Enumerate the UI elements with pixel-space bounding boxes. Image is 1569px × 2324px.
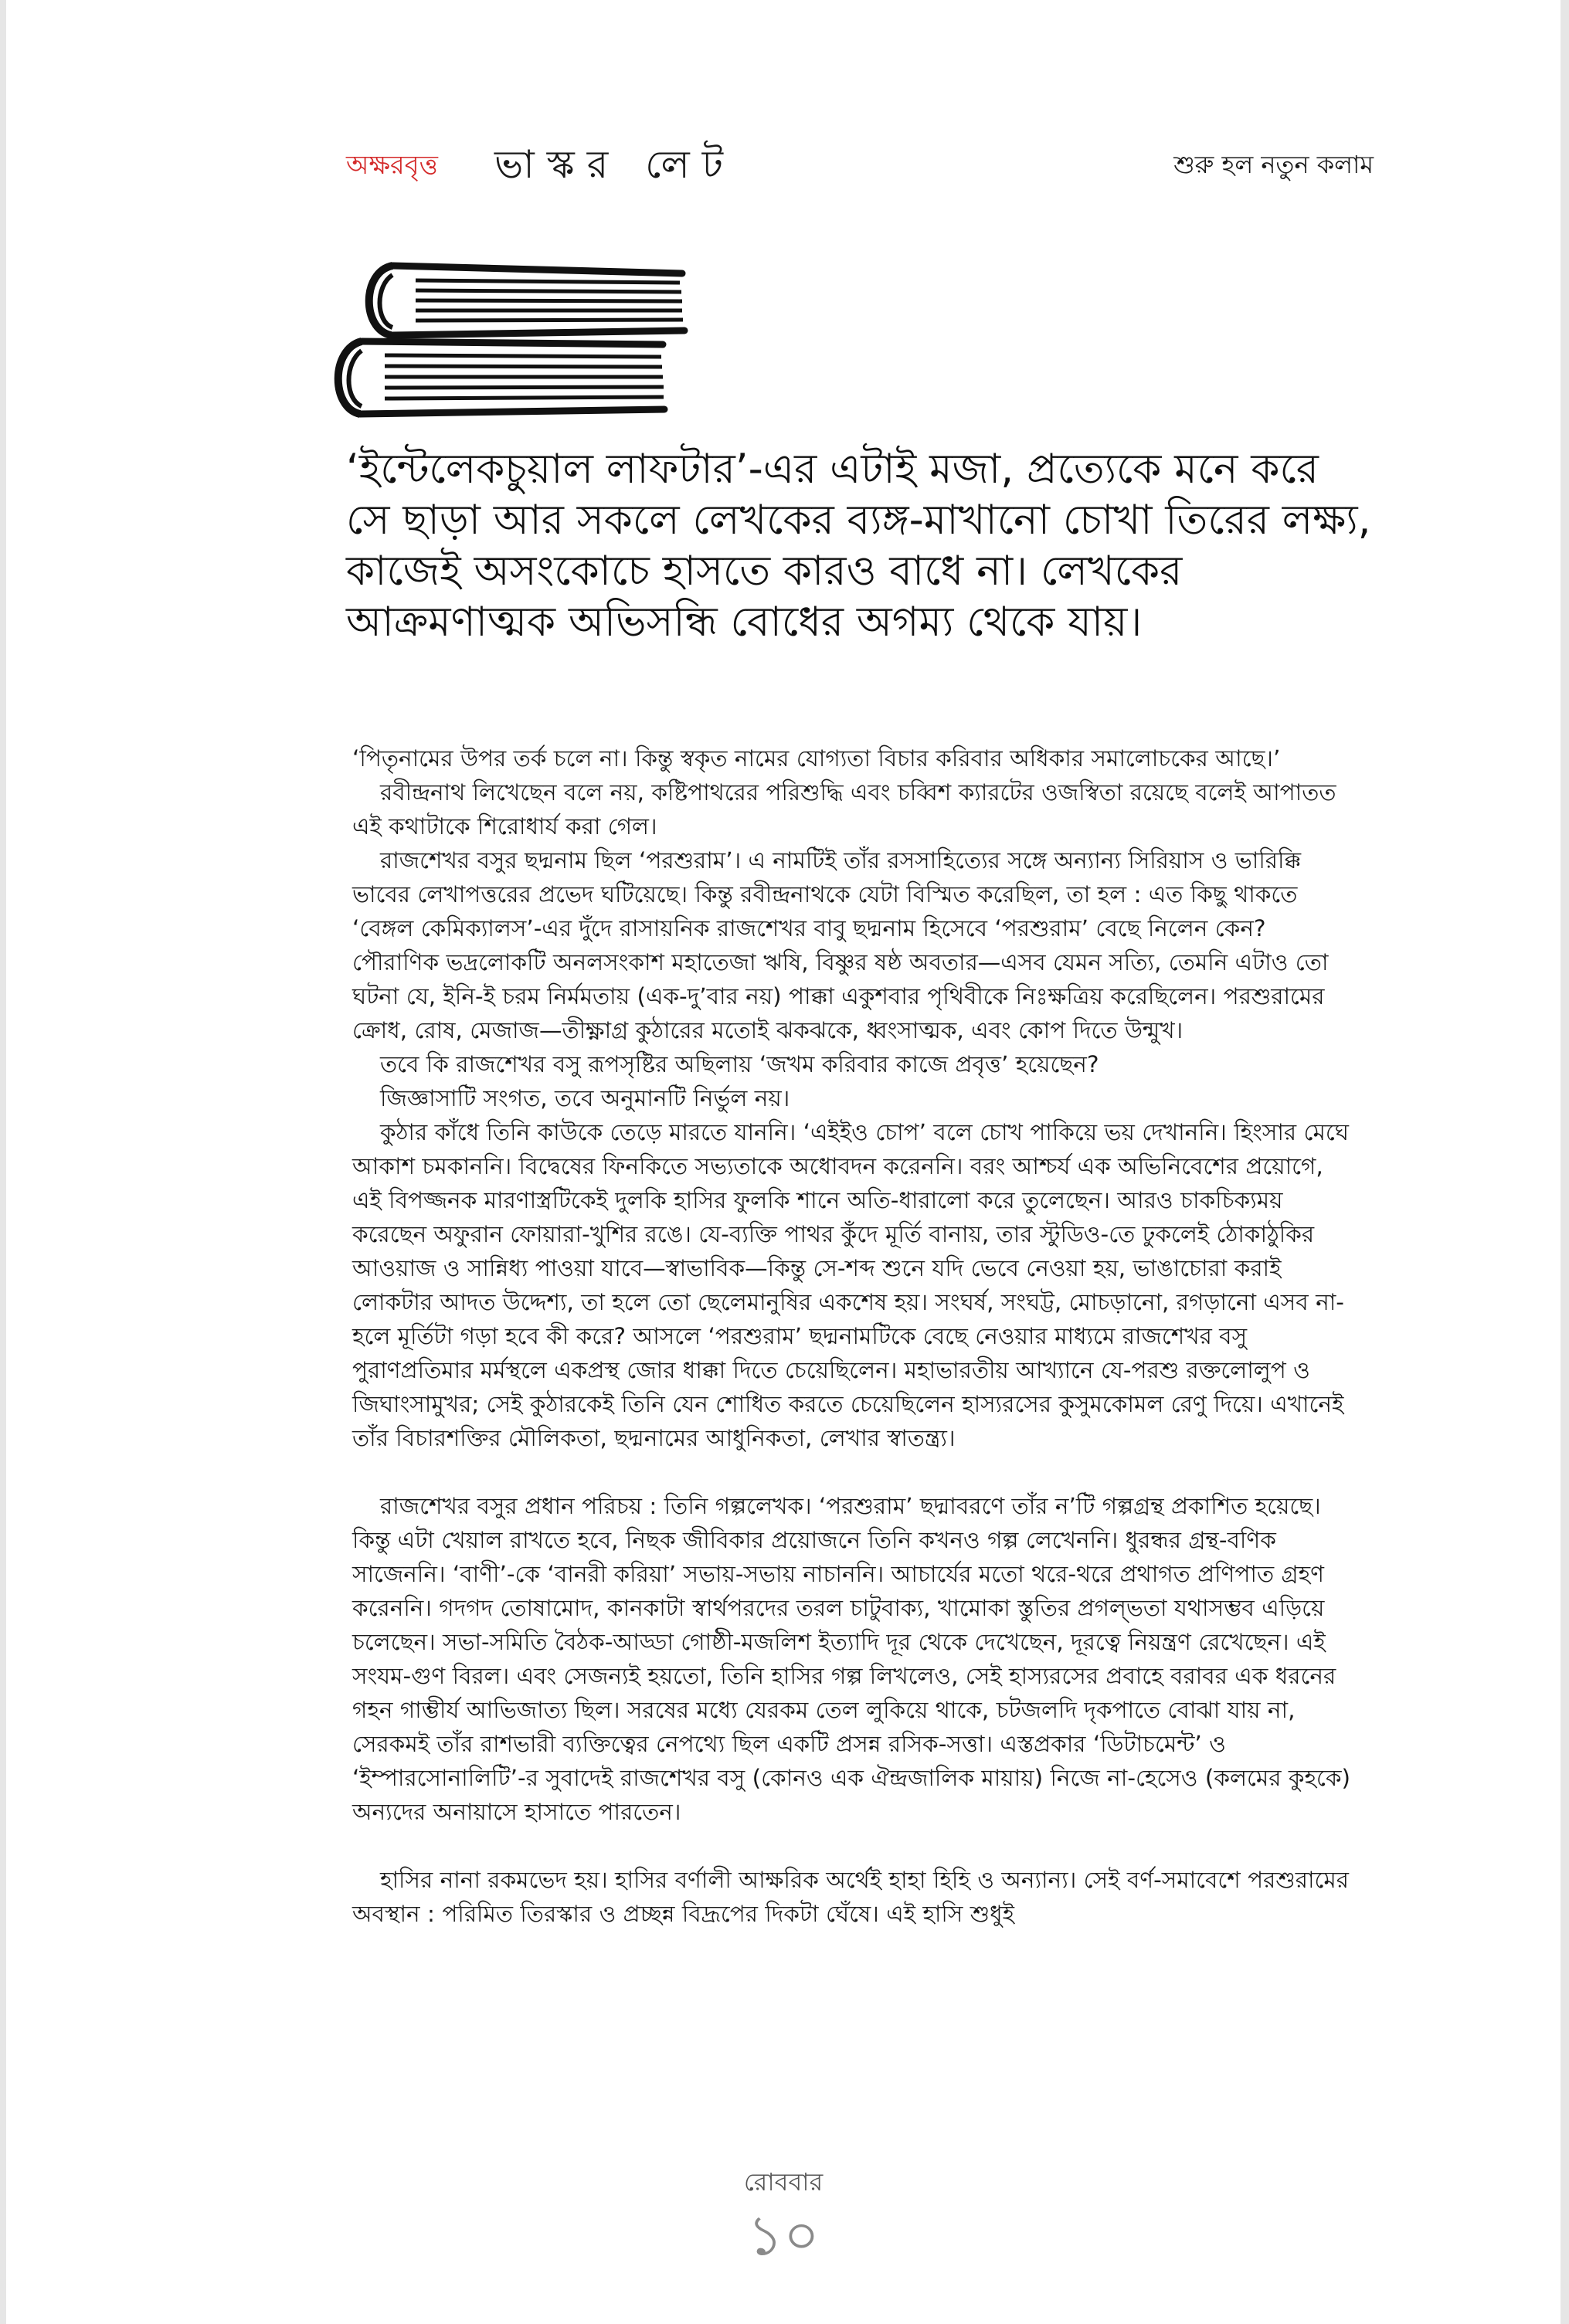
article-paragraph: রবীন্দ্রনাথ লিখেছেন বলে নয়, কষ্টিপাথরের পরিশুদ্ধি এবং চব্বিশ ক্যারটের ওজস্বিতা রয়েছে বলেই আপাতত এই কথাটাকে শিরোধার্য করা গেল। — [352, 779, 1336, 840]
page-number: ১০ — [747, 2203, 820, 2268]
section-label: অক্ষরবৃত্ত — [346, 150, 438, 181]
page-header — [346, 131, 1374, 193]
author-name: ভাস্কর লেট — [494, 142, 735, 187]
column-note: শুরু হল নতুন কলাম — [1173, 150, 1374, 179]
article-paragraph: হাসির নানা রকমভেদ হয়। হাসির বর্ণালী আক্ষরিক অর্থেই হাহা হিহি ও অন্যান্য। সেই বর্ণ-সমাবেশে পরশুরামের অবস্থান : পরিমিত তিরস্কার ও প্রচ্ছন্ন বিদ্রূপের দিকটা ঘেঁষে। এই হাসি শুধুই — [352, 1867, 1349, 1927]
page-footer — [6, 2163, 1561, 2266]
article-paragraph: ‘পিতৃনামের উপর তর্ক চলে না। কিন্তু স্বকৃত নামের যোগ্যতা বিচার করিবার অধিকার সমালোচকের আছে।’ — [352, 745, 1281, 772]
article-body — [352, 741, 1357, 1931]
article-paragraph: রাজশেখর বসুর ছদ্মনাম ছিল ‘পরশুরাম’। এ নামটিই তাঁর রসসাহিত্যের সঙ্গে অন্যান্য সিরিয়াস ও ভারিক্কি ভাবের লেখাপত্তরের প্রভেদ ঘটিয়েছে। কিন্তু রবীন্দ্রনাথকে যেটা বিস্মিত করেছিল, তা হল : এত কিছু থাকতে ‘বেঙ্গল কেমিক্যালস’-এর দুঁদে রাসায়নিক রাজশেখর বাবু ছদ্মনাম হিসেবে ‘পরশুরাম’ বেছে নিলেন কেন? পৌরাণিক ভদ্রলোকটি অনলসংকাশ মহাতেজা ঋষি, বিষ্ণুর ষষ্ঠ অবতার—এসব যেমন সত্যি, তেমনি এটাও তো ঘটনা যে, ইনি-ই চরম নির্মমতায় (এক-দু’বার নয়) পাক্কা একুশবার পৃথিবীকে নিঃক্ষত্রিয় করেছিলেন। পরশুরামের ক্রোধ, রোষ, মেজাজ—তীক্ষ্ণাগ্র কুঠারের মতোই ঝকঝকে, ধ্বংসাত্মক, এবং কোপ দিতে উন্মুখ। — [352, 847, 1329, 1043]
page — [6, 0, 1561, 2324]
magazine-name: রোববার — [743, 2167, 824, 2197]
stacked-books-icon — [331, 255, 701, 425]
article-paragraph: রাজশেখর বসুর প্রধান পরিচয় : তিনি গল্পলেখক। ‘পরশুরাম’ ছদ্মাবরণে তাঁর ন’টি গল্পগ্রন্থ প্রকাশিত হয়েছে। কিন্তু এটা খেয়াল রাখতে হবে, নিছক জীবিকার প্রয়োজনে তিনি কখনও গল্প লেখেননি। ধুরন্ধর গ্রন্থ-বণিক সাজেননি। ‘বাণী’-কে ‘বানরী করিয়া’ সভায়-সভায় নাচাননি। আচার্যের মতো থরে-থরে প্রথাগত প্রণিপাত গ্রহণ করেননি। গদগদ তোষামোদ, কানকাটা স্বার্থপরদের তরল চাটুবাক্য, খামোকা স্তুতির প্রগল্‌ভতা যথাসম্ভব এড়িয়ে চলেছেন। সভা-সমিতি বৈঠক-আড্ডা গোষ্ঠী-মজলিশ ইত্যাদি দূর থেকে দেখেছেন, দূরত্বে নিয়ন্ত্রণ রেখেছেন। এই সংযম-গুণ বিরল। এবং সেজন্যই হয়তো, তিনি হাসির গল্প লিখলেও, সেই হাস্যরসের প্রবাহে বরাবর এক ধরনের গহন গাম্ভীর্য আভিজাত্য ছিল। সরষের মধ্যে যেরকম তেল লুকিয়ে থাকে, চটজলদি দৃকপাতে বোঝা যায় না, সেরকমই তাঁর রাশভারী ব্যক্তিত্বের নেপথ্যে ছিল একটি প্রসন্ন রসিক-সত্তা। এস্তপ্রকার ‘ডিটাচমেন্ট’ ও ‘ইম্পারসোনালিটি’-র সুবাদেই রাজশেখর বসু (কোনও এক ঐন্দ্রজালিক মায়ায়) নিজে না-হেসেও (কলমের কুহকে) অন্যদের অনায়াসে হাসাতে পারতেন। — [352, 1493, 1350, 1825]
article-paragraph: কুঠার কাঁধে তিনি কাউকে তেড়ে মারতে যাননি। ‘এইইও চোপ’ বলে চোখ পাকিয়ে ভয় দেখাননি। হিংসার মেঘে আকাশ চমকাননি। বিদ্বেষের ফিনকিতে সভ্যতাকে অধোবদন করেননি। বরং আশ্চর্য এক অভিনিবেশের প্রয়োগে, এই বিপজ্জনক মারণাস্ত্রটিকেই দুলকি হাসির ফুলকি শানে অতি-ধারালো করে তুলেছেন। আরও চাকচিক্যময় করেছেন অফুরান ফোয়ারা-খুশির রঙে। যে-ব্যক্তি পাথর কুঁদে মূর্তি বানায়, তার স্টুডিও-তে ঢুকলেই ঠোকাঠুকির আওয়াজ ও সান্নিধ্য পাওয়া যাবে—স্বাভাবিক—কিন্তু সে-শব্দ শুনে যদি ভেবে নেওয়া হয়, ভাঙাচোরা করাই লোকটার আদত উদ্দেশ্য, তা হলে তো ছেলেমানুষির একশেষ হয়। সংঘর্ষ, সংঘট্ট, মোচড়ানো, রগড়ানো এসব না-হলে মূর্তিটা গড়া হবে কী করে? আসলে ‘পরশুরাম’ ছদ্মনামটিকে বেছে নেওয়ার মাধ্যমে রাজশেখর বসু পুরাণপ্রতিমার মর্মস্থলে একপ্রস্থ জোর ধাক্কা দিতে চেয়েছিলেন। মহাভারতীয় আখ্যানে যে-পরশু রক্তলোলুপ ও জিঘাংসামুখর; সেই কুঠারকেই তিনি যেন শোধিত করতে চেয়েছিলেন হাস্যরসের কুসুমকোমল রেণু দিয়ে। এখানেই তাঁর বিচারশক্তির মৌলিকতা, ছদ্মনামের আধুনিকতা, লেখার স্বাতন্ত্র্য। — [352, 1119, 1349, 1451]
article-paragraph: জিজ্ঞাসাটি সংগত, তবে অনুমানটি নির্ভুল নয়। — [380, 1085, 790, 1111]
pull-quote: ‘ইন্টেলেকচুয়াল লাফটার’-এর এটাই মজা, প্রত্যেকে মনে করে সে ছাড়া আর সকলে লেখকের ব্যঙ্গ-মাখানো চোখা তিরের লক্ষ্য, কাজেই অসংকোচে হাসতে কারও বাধে না। লেখকের আক্রমণাত্মক অভিসন্ধি বোধের অগম্য থেকে যায়। — [346, 446, 1371, 646]
article-paragraph: তবে কি রাজশেখর বসু রূপসৃষ্টির অছিলায় ‘জখম করিবার কাজে প্রবৃত্ত’ হয়েছেন? — [380, 1051, 1099, 1077]
